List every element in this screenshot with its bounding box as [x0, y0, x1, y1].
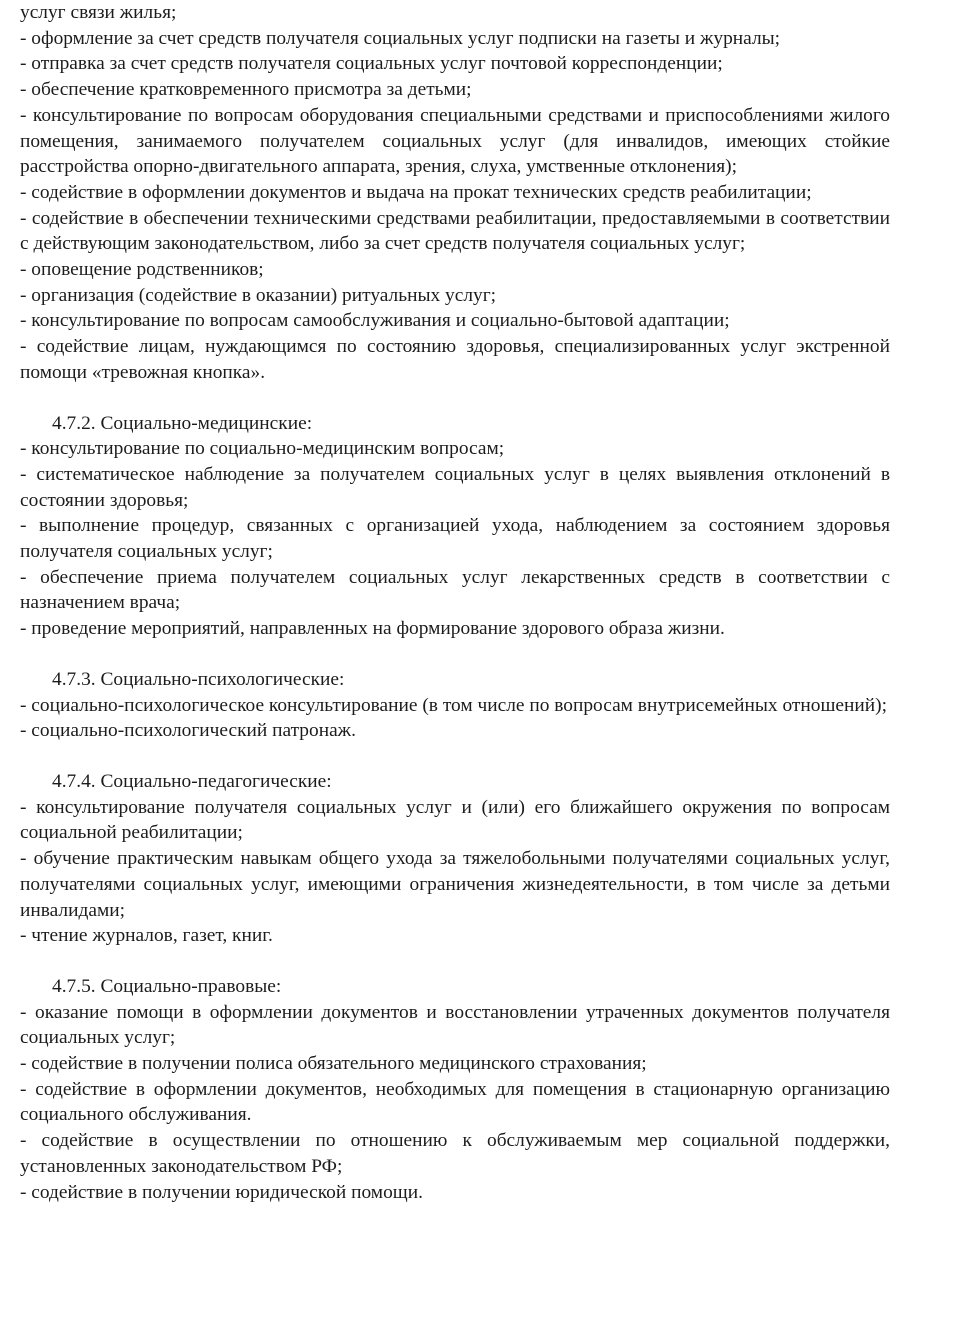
list-item: - содействие в получении юридической помощи. — [20, 1181, 423, 1203]
intro-list — [20, 0, 890, 386]
list-item: - содействие в оформлении документов и выдача на прокат технических средств реабилитации; — [20, 181, 812, 203]
section-heading: 4.7.2. Социально-медицинские: — [52, 412, 313, 434]
list-item: услуг связи жилья; — [20, 2, 177, 23]
list-item: - обеспечение приема получателем социальных услуг лекарственных средств в соответствии с назначением врача; — [20, 566, 890, 614]
list-item: - социально-психологический патронаж. — [20, 720, 356, 742]
list-item: - содействие в оформлении документов, необходимых для помещения в стационарную организацию социального обслуживания. — [20, 1078, 890, 1126]
list-item: - оказание помощи в оформлении документов и восстановлении утраченных документов получателя социальных услуг; — [20, 1001, 890, 1049]
section-social-legal — [20, 974, 890, 1205]
list-item: - систематическое наблюдение за получателем социальных услуг в целях выявления отклонений в состоянии здоровья; — [20, 463, 890, 511]
list-item: - консультирование получателя социальных услуг и (или) его ближайшего окружения по вопросам социальной реабилитации; — [20, 796, 890, 844]
list-item: - содействие лицам, нуждающимся по состоянию здоровья, специализированных услуг экстренной помощи «тревожная кнопка». — [20, 336, 890, 383]
list-item: - организация (содействие в оказании) ритуальных услуг; — [20, 284, 497, 306]
list-item: - консультирование по социально-медицинским вопросам; — [20, 438, 505, 460]
section-heading: 4.7.3. Социально-психологические: — [52, 668, 345, 690]
section-social-medical — [20, 411, 890, 642]
list-item: - социально-психологическое консультирование (в том числе по вопросам внутрисемейных отношений); — [20, 694, 887, 716]
list-item: - чтение журналов, газет, книг. — [20, 925, 273, 947]
list-item: - содействие в получении полиса обязательного медицинского страхования; — [20, 1053, 647, 1075]
section-heading: 4.7.5. Социально-правовые: — [52, 975, 282, 997]
list-item: - оформление за счет средств получателя социальных услуг подписки на газеты и журналы; — [20, 27, 781, 49]
list-item: - отправка за счет средств получателя социальных услуг почтовой корреспонденции; — [20, 53, 723, 75]
section-social-psychological — [20, 667, 890, 744]
list-item: - содействие в обеспечении техническими средствами реабилитации, предоставляемыми в соответствии с действующим законодательством, либо за счет средств получателя социальных услуг; — [20, 207, 890, 255]
section-social-pedagogical — [20, 769, 890, 949]
list-item: - оповещение родственников; — [20, 259, 264, 281]
list-item: - консультирование по вопросам самообслуживания и социально-бытовой адаптации; — [20, 310, 730, 332]
list-item: - консультирование по вопросам оборудования специальными средствами и приспособлениями жилого помещения, занимаемого получателем социальных услуг (для инвалидов, имеющих стойкие расстройства опорно-двигательного аппарата, зрения, слуха, умственные отклонения); — [20, 104, 890, 178]
section-heading: 4.7.4. Социально-педагогические: — [52, 770, 332, 792]
list-item: - проведение мероприятий, направленных на формирование здорового образа жизни. — [20, 618, 725, 640]
list-item: - обеспечение кратковременного присмотра за детьми; — [20, 79, 472, 101]
list-item: - выполнение процедур, связанных с организацией ухода, наблюдением за состоянием здоровья получателя социальных услуг; — [20, 515, 890, 563]
list-item: - содействие в осуществлении по отношению к обслуживаемым мер социальной поддержки, установленных законодательством РФ; — [20, 1130, 890, 1177]
list-item: - обучение практическим навыкам общего ухода за тяжелобольными получателями социальных услуг, получателями социальных услуг, имеющими ограничения жизнедеятельности, в том числе за детьми инвалидами; — [20, 848, 890, 921]
